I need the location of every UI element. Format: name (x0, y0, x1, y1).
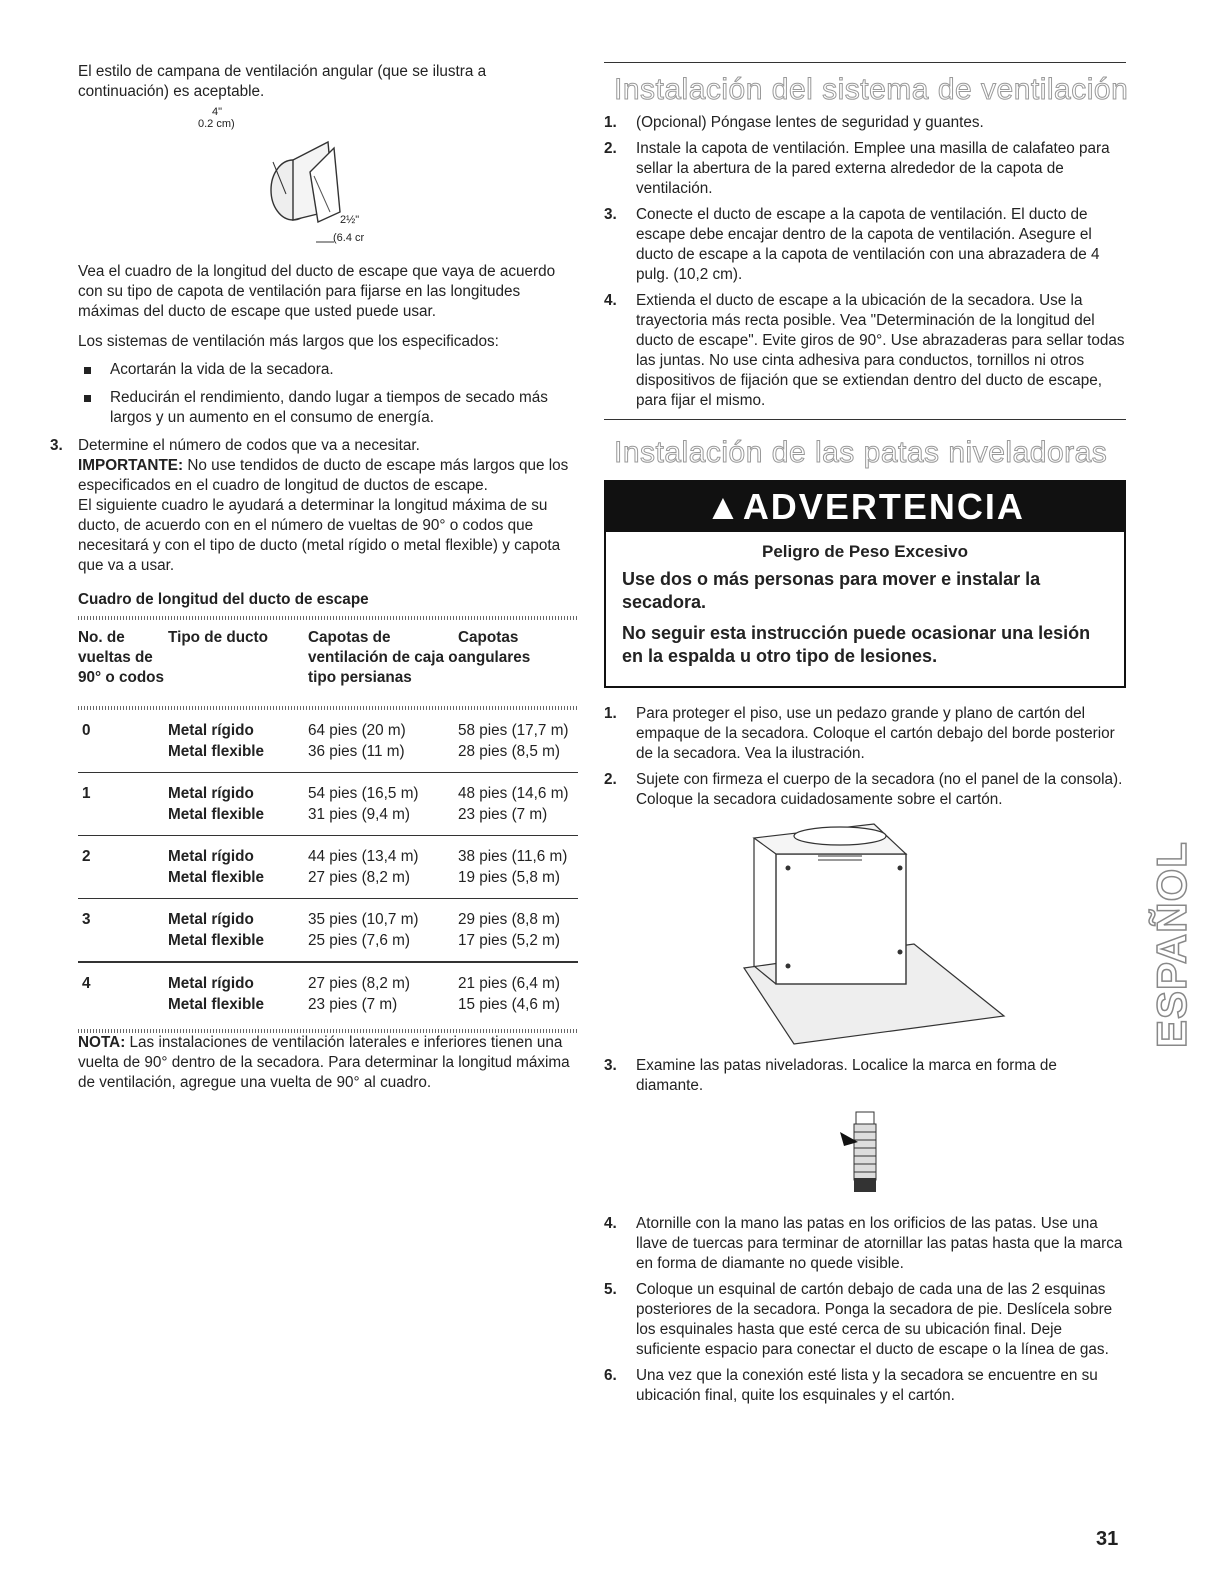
dryer-on-cardboard-figure (604, 816, 1126, 1056)
list-item: 1. (Opcional) Póngase lentes de seguridad y guantes. (604, 114, 984, 131)
header-box-hood: Capotas de ventilación de caja o tipo persianas (308, 629, 458, 686)
section-rule (604, 419, 1126, 420)
warning-box (604, 480, 1126, 688)
step-3-text: Determine el número de codos que va a necesitar. (78, 437, 420, 454)
page-number: 31 (1096, 1528, 1119, 1550)
bullet-square-icon (84, 367, 91, 374)
list-item: 3. Conecte el ducto de escape a la capota de ventilación. El ducto de escape debe encajar dentro de la capota de ventilación. Asegure el ducto de escape a la capota de ventilación con una abrazadera de 4 pulg. (10,2 cm). (604, 206, 1100, 283)
list-item: 6. Una vez que la conexión esté lista y la secadora se encuentre en su ubicación final, quite los esquinales y el cartón. (604, 1367, 1098, 1404)
angled-hood-figure (78, 102, 578, 252)
figure-label-4in: 4" (212, 106, 223, 118)
warning-header: ▲ADVERTENCIA (606, 482, 1124, 532)
leveling-leg-illustration (604, 1102, 1126, 1202)
table-row: 3 Metal rígido Metal flexible 35 pies (10,7 m) 25 pies (7,6 m) 29 pies (8,8 m) 17 pies (5,2 m) (78, 899, 578, 963)
warning-subtitle: Peligro de Peso Excesivo (762, 542, 968, 561)
table-row: 4 Metal rígido Metal flexible 27 pies (8,2 m) 23 pies (7 m) 21 pies (6,4 m) 15 pies (4,6 m) (82, 975, 561, 1013)
nota-paragraph: NOTA: Las instalaciones de ventilación laterales e inferiores tienen una vuelta de 90° dentro de la secadora. Para determinar la longitud máxima de ventilación, agregue una vuelta de 90° al cuadro. (78, 1034, 570, 1091)
bullet-square-icon (84, 395, 91, 402)
consequences-list (78, 360, 578, 428)
list-item: Reducirán el rendimiento, dando lugar a tiempos de secado más largos y un aumento en el consumo de energía. (78, 388, 578, 428)
sistemas-paragraph: Los sistemas de ventilación más largos que los especificados: (78, 333, 499, 350)
table-row: 1 Metal rígido Metal flexible 54 pies (16,5 m) 31 pies (9,4 m) 48 pies (14,6 m) 23 pies (7 m) (78, 773, 578, 836)
table-row: 2 Metal rígido Metal flexible 44 pies (13,4 m) 27 pies (8,2 m) 38 pies (11,6 m) 19 pies (5,8 m) (78, 836, 578, 899)
section-title-vent-install: Instalación del sistema de ventilación (614, 73, 1129, 106)
leveling-steps-a (604, 704, 1126, 810)
leveling-leg-figure (604, 1102, 1126, 1202)
leveling-step-3 (604, 1056, 1126, 1096)
table-row: 0 Metal rígido Metal flexible 64 pies (20 m) 36 pies (11 m) 58 pies (17,7 m) 28 pies (8,5 m) (78, 710, 578, 773)
list-item: 4. Extienda el ducto de escape a la ubicación de la secadora. Use la trayectoria más recta posible. Vea "Determinación de la longitud del ducto de escape". Evite giros de 90°. Use abrazaderas para sellar todas las juntas. No use cinta adhesiva para conductos, tornillos ni otros dispositivos de fijación que se extiendan dentro del ducto de escape, para fijar el mismo. (604, 292, 1125, 409)
warning-line-2: No seguir esta instrucción puede ocasionar una lesión en la espalda u otro tipo de lesiones. (622, 623, 1091, 666)
vea-paragraph: Vea el cuadro de la longitud del ducto de escape que vaya de acuerdo con su tipo de capota de ventilación para fijarse en las longitudes máximas del ducto de escape que usted puede usar. (78, 263, 556, 320)
header-turns: No. de vueltas de 90° o codos (78, 629, 165, 686)
importante-paragraph: IMPORTANTE: No use tendidos de ducto de escape más largos que los especificados en el cuadro de longitud de ductos de escape. (78, 457, 569, 494)
list-item: 2. Instale la capota de ventilación. Emplee una masilla de calafateo para sellar la abertura de la pared externa alrededor de la capota de ventilación. (604, 140, 1110, 197)
left-column (50, 62, 578, 1093)
dryer-illustration (604, 816, 1126, 1056)
figure-label-2half: 2½" (340, 214, 360, 226)
list-item: 3. Examine las patas niveladoras. Localice la marca en forma de diamante. (604, 1057, 1057, 1094)
list-item: 4. Atornille con la mano las patas en los orificios de las patas. Use una llave de tuercas para terminar de atornillar las patas hasta que la marca en forma de diamante no quede visible. (604, 1215, 1123, 1272)
header-duct-type: Tipo de ducto (168, 629, 268, 646)
figure-label-4in-metric: 0.2 cm) (198, 118, 235, 130)
step-3 (50, 436, 578, 576)
siguiente-paragraph: El siguiente cuadro le ayudará a determinar la longitud máxima de su ducto, de acuerdo con en el número de vueltas de 90° o codos que necesitará y con el tipo de ducto (metal rígido o metal flexible) y capota que va a usar. (78, 497, 561, 574)
list-item: 1. Para proteger el piso, use un pedazo grande y plano de cartón del empaque de la secadora. Coloque el cartón debajo del borde posterior de la secadora. Vea la ilustración. (604, 705, 1115, 762)
list-item: Acortarán la vida de la secadora. (78, 360, 578, 380)
intro-paragraph: El estilo de campana de ventilación angular (que se ilustra a continuación) es aceptable. (78, 63, 487, 100)
table-body (78, 710, 578, 1025)
list-item: 2. Sujete con firmeza el cuerpo de la secadora (no el panel de la consola). Coloque la secadora cuidadosamente sobre el cartón. (604, 771, 1123, 808)
figure-label-2half-metric: (6.4 cr (333, 232, 365, 244)
warning-body (606, 562, 1124, 686)
table-header (78, 620, 578, 706)
right-column (604, 62, 1129, 1412)
step-number: 3. (50, 437, 63, 454)
warning-line-1: Use dos o más personas para mover e instalar la secadora. (622, 569, 1041, 612)
language-side-tab: ESPAÑOL (1148, 841, 1195, 1049)
section-rule (604, 62, 1126, 63)
leveling-steps-b (604, 1214, 1126, 1406)
vent-install-steps (604, 113, 1126, 411)
table-title: Cuadro de longitud del ducto de escape (78, 591, 369, 608)
warning-triangle-icon: ▲ (705, 486, 743, 527)
header-angled-hood: Capotas angulares (458, 629, 531, 666)
section-title-leveling-legs: Instalación de las patas niveladoras (614, 436, 1108, 469)
list-item: 5. Coloque un esquinal de cartón debajo de cada una de las 2 esquinas posteriores de la secadora. Ponga la secadora de pie. Deslícela sobre los esquinales hasta que esté cerca de su ubicación final. Deje suficiente espacio para conectar el ducto de escape o la línea de gas. (604, 1281, 1113, 1358)
